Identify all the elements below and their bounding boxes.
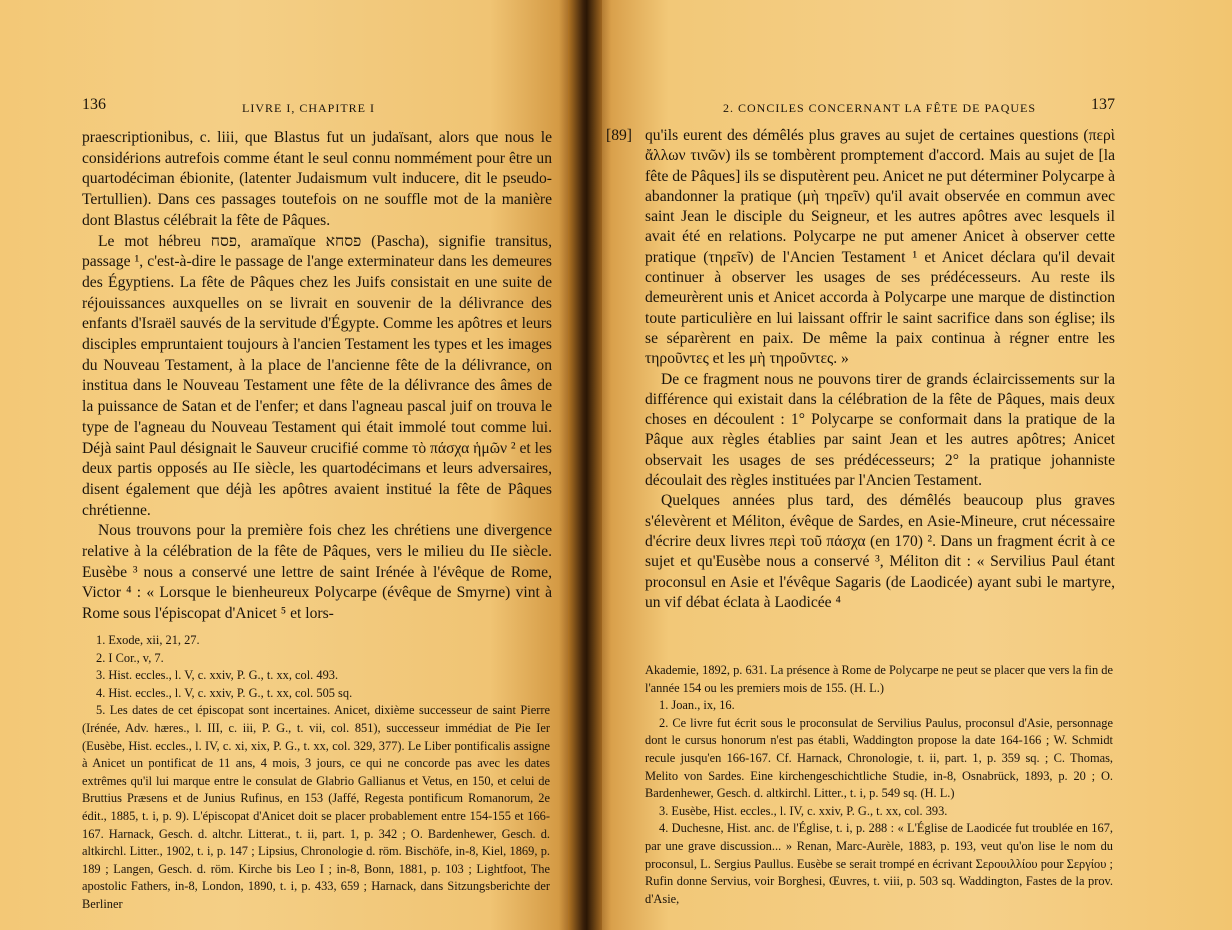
book-gutter: [568, 0, 602, 930]
left-page-number: 136: [82, 96, 106, 113]
footnote: 3. Hist. eccles., l. V, c. xxiv, P. G., t. xx, col. 493.: [96, 668, 339, 683]
footnote: Akademie, 1892, p. 631. La présence à Rome de Polycarpe ne peut se placer que vers la fin de l'année 154 ou les premiers mois de 155. (H. L.): [645, 663, 1113, 695]
footnote: 2. I Cor., v, 7.: [96, 650, 164, 665]
paragraph: Quelques années plus tard, des démêlés beaucoup plus graves s'élevèrent et Méliton, évêque de Sardes, en Asie-Mineure, crut nécessaire d'écrire deux livres περὶ τοῦ πάσχα (en 170) ². Dans un fragment écrit à ce sujet et qu'Eusèbe nous a conservé ³, Méliton dit : « Servilius Paul étant proconsul en Asie et l'évêque Sagaris (de Laodicée) ayant subi le martyre, un vif débat éclata à Laodicée ⁴: [645, 492, 1115, 611]
footnote: 5. Les dates de cet épiscopat sont incertaines. Anicet, dixième successeur de saint Pierre (Irénée, Adv. hæres., l. III, c. iii, P. G., t. vii, col. 851), successeur immédiat de Pie Ier (Eusèbe, Hist. eccles., l. IV, c. xi, xix, P. G., t. xx, col. 329, 377). Le Liber pontificalis assigne à Anicet un pontificat de 11 ans, 4 mois, 3 jours, ce qui ne concorde pas avec les dates extrêmes qu'il lui marque entre le consulat de Glabrio Gallianus et Vetus, en 150, et celui de Bruttius Præsens et de Junius Rufinus, en 153 (Jaffé, Regesta pontificum Romanorum, 2e édit., 1885, t. i, p. 9). L'épiscopat d'Anicet doit se placer probablement entre 154-155 et 166-167. Harnack, Gesch. d. altchr. Litterat., t. ii, part. 1, p. 342 ; O. Bardenhewer, Gesch. d. altkirchl. Litter., 1902, t. i, p. 147 ; Lipsius, Chronologie d. röm. Bischöfe, in-8, Kiel, 1869, p. 189 ; Langen, Gesch. d. röm. Kirche bis Leo I ; in-8, Bonn, 1881, p. 103 ; Lightfoot, The apostolic Fathers, in-8, London, 1890, t. i, p. 433, 659 ; Harnack, dans Sitzungsberichte der Berliner: [82, 703, 550, 911]
footnote: 1. Exode, xii, 21, 27.: [96, 633, 200, 647]
paragraph: qu'ils eurent des démêlés plus graves au sujet de certaines questions (περὶ ἄλλων τινῶν) ils se tombèrent promptement d'accord. Mais au sujet de [la fête de Pâques] ils se disputèrent peu. Anicet ne put déterminer Polycarpe à abandonner la pratique (μὴ τηρεῖν) qu'il avait observée en commun avec saint Jean le disciple du Seigneur, et les autres apôtres avec lesquels il avait été en relations. Polycarpe ne put amener Anicet à observer cette pratique (τηρεῖν) de l'Ancien Testament ¹ et Anicet déclara qu'il devait continuer à observer les usages de ses prédécesseurs. Au reste ils demeurèrent unis et Anicet accorda à Polycarpe une marque de distinction toute particulière en lui laissant offrir le saint sacrifice dans son église; ils se séparèrent en paix. De même la paix continua à régner entre les τηροῦντες et les μὴ τηροῦντες. »: [645, 127, 1115, 368]
left-footnotes: [82, 632, 550, 914]
footnote: 4. Duchesne, Hist. anc. de l'Église, t. i, p. 288 : « L'Église de Laodicée fut troublée en 167, par une grave discussion... » Renan, Marc-Aurèle, 1883, p. 193, veut qu'on lise le nom du proconsul, L. Sergius Paullus. Eusèbe se serait trompé en écrivant Σερουιλλίου pour Σεργίου ; Rufin donne Servius, voir Borghesi, Œuvres, t. viii, p. 503 sq. Waddington, Fastes de la prov. d'Asie,: [645, 821, 1113, 906]
footnote: 2. Ce livre fut écrit sous le proconsulat de Servilius Paulus, proconsul d'Asie, personnage dont le cursus honorum n'est pas établi, Waddington propose la date 164-166 ; W. Schmidt recule jusqu'en 166-167. Cf. Harnack, Chronologie, t. ii, part. 1, p. 359 sq. ; C. Thomas, Melito von Sardes. Eine kirchengeschichtliche Studie, in-8, Osnabrück, 1893, p. 20 ; O. Bardenhewer, Gesch. d. altkirchl. Litter., t. i, p. 549 sq. (H. L.): [645, 715, 1113, 801]
footnote: 4. Hist. eccles., l. V, c. xxiv, P. G., t. xx, col. 505 sq.: [96, 685, 353, 700]
paragraph: De ce fragment nous ne pouvons tirer de grands éclaircissements sur la différence qui existait dans la célébration de la fête de Pâques, mais deux choses en découlent : 1° Polycarpe se conformait dans la pratique de la Pâque aux règles établies par saint Jean et les autres apôtres; Anicet observait les usages de ses prédécesseurs; 2° la pratique johanniste découlait des règles instituées par l'Ancien Testament.: [645, 370, 1115, 490]
paragraph: praescriptionibus, c. liii, que Blastus fut un judaïsant, alors que nous le considérions autrefois comme étant le seul connu nommément pour être un quartodéciman ébionite, (latenter Judaismum vult inducere, dit le pseudo-Tertullien). Dans ces passages toutefois on ne souffle mot de la manière dont Blastus célébrait la fête de Pâques.: [82, 129, 552, 229]
left-body-text: [82, 128, 552, 625]
left-header: [82, 96, 552, 114]
paragraph: Nous trouvons pour la première fois chez les chrétiens une divergence relative à la célébration de la fête de Pâques, vers le milieu du IIe siècle. Eusèbe ³ nous a conservé une lettre de saint Irénée à l'évêque de Rome, Victor ⁴ : « Lorsque le bienheureux Polycarpe (évêque de Smyrne) vint à Rome sous l'épiscopat d'Anicet ⁵ et lors-: [82, 522, 552, 623]
right-footnotes: [645, 662, 1113, 908]
paragraph: Le mot hébreu פסח, aramaïque פסחא (Pascha), signifie transitus, passage ¹, c'est-à-dire le passage de l'ange exterminateur dans les demeures des Égyptiens. La fête de Pâques chez les Juifs consistait en une suite de réjouissances auxquelles on se livrait en souvenir de la délivrance des enfants d'Israël sauvés de la servitude d'Égypte. Comme les apôtres et leurs disciples empruntaient toujours à l'ancien Testament les types et les images du Nouveau Testament, à la place de l'ancienne fête de la délivrance, on institua dans le Nouveau Testament une fête de la délivrance des âmes de la puissance de Satan et de l'enfer; et dans l'agneau pascal juif on trouva le type de l'agneau du Nouveau Testament qui était immolé tout comme lui. Déjà saint Paul désignait le Sauveur crucifié comme τὸ πάσχα ἡμῶν ² et les deux partis opposés au IIe siècle, les quartodécimans et leurs adversaires, disent également que déjà les apôtres avaient institué la fête de Pâques chrétienne.: [82, 232, 553, 519]
right-running-head: 2. CONCILES CONCERNANT LA FÊTE DE PAQUES: [723, 101, 1037, 115]
footnote: 3. Eusèbe, Hist. eccles., l. IV, c. xxiv, P. G., t. xx, col. 393.: [659, 803, 948, 818]
footnote: 1. Joan., ix, 16.: [659, 698, 735, 713]
left-running-head: LIVRE I, CHAPITRE I: [242, 101, 375, 115]
margin-page-reference: [89]: [606, 127, 632, 144]
right-page-number: 137: [1091, 96, 1115, 113]
right-body-text: [645, 126, 1115, 613]
